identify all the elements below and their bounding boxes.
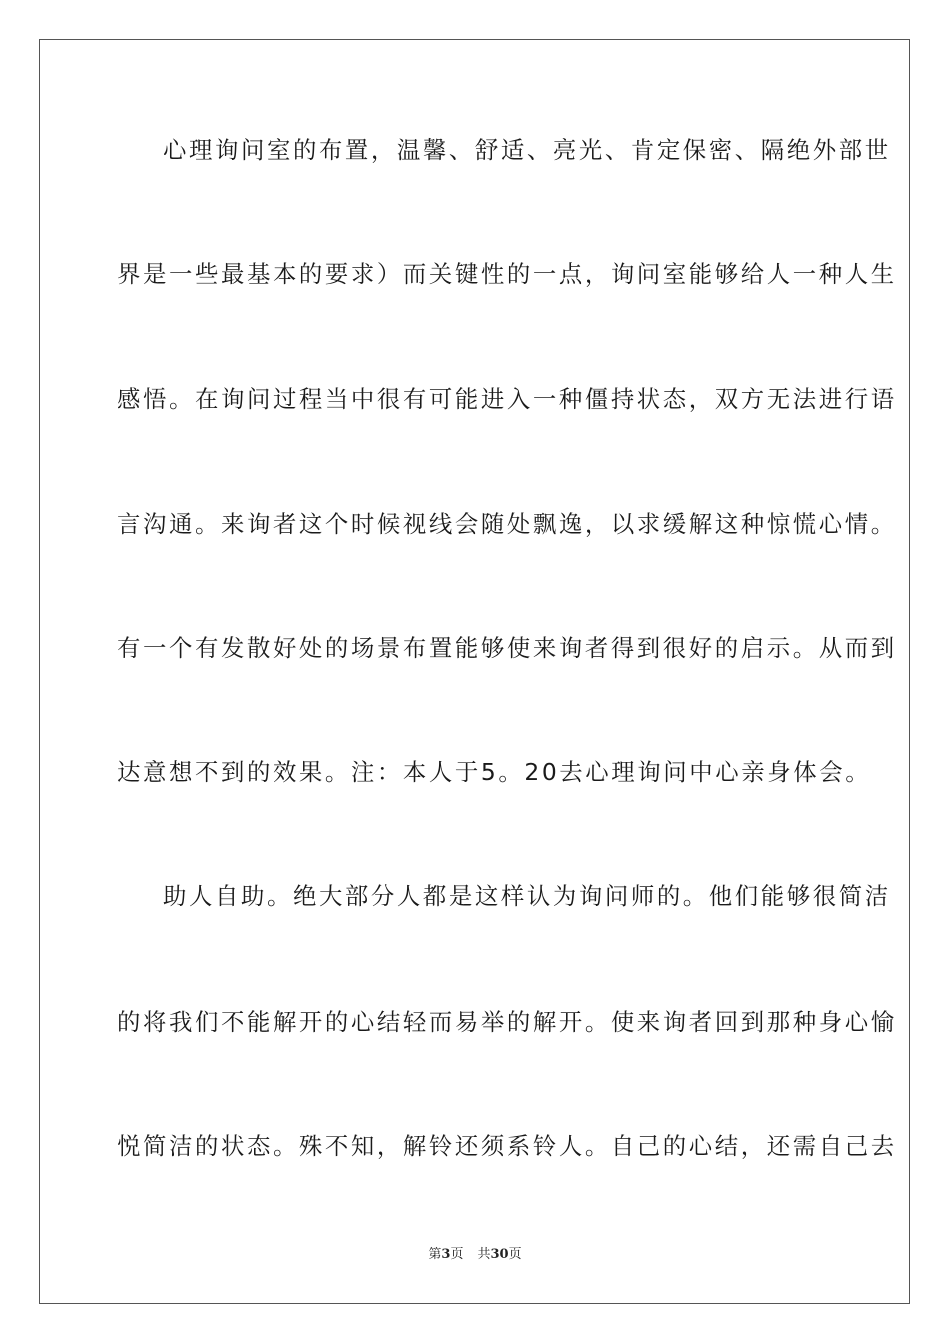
paragraph-line: 达意想不到的效果。注：本人于5。20去心理询问中心亲身体会。: [117, 758, 872, 786]
page-suffix: 页: [450, 1247, 464, 1262]
total-suffix: 页: [508, 1247, 522, 1262]
page-prefix: 第: [428, 1247, 442, 1262]
paragraph-line: 有一个有发散好处的场景布置能够使来询者得到很好的启示。从而到: [117, 634, 897, 662]
paragraph-line: 悦简洁的状态。殊不知，解铃还须系铃人。自己的心结，还需自己去: [117, 1132, 897, 1160]
total-prefix: 共: [477, 1247, 491, 1262]
page-number: 3: [441, 1247, 451, 1262]
paragraph-line: 界是一些最基本的要求）而关键性的一点，询问室能够给人一种人生: [117, 260, 897, 288]
paragraph-line: 感悟。在询问过程当中很有可能进入一种僵持状态，双方无法进行语: [117, 385, 897, 413]
page-border: [39, 39, 910, 1304]
paragraph-line: 言沟通。来询者这个时候视线会随处飘逸，以求缓解这种惊慌心情。: [117, 510, 897, 538]
paragraph-line: 助人自助。绝大部分人都是这样认为询问师的。他们能够很简洁: [163, 882, 891, 910]
page-footer: [0, 1246, 950, 1264]
paragraph-line: 心理询问室的布置，温馨、舒适、亮光、肯定保密、隔绝外部世: [163, 136, 891, 164]
total-pages: 30: [490, 1247, 509, 1262]
paragraph-line: 的将我们不能解开的心结轻而易举的解开。使来询者回到那种身心愉: [117, 1008, 897, 1036]
